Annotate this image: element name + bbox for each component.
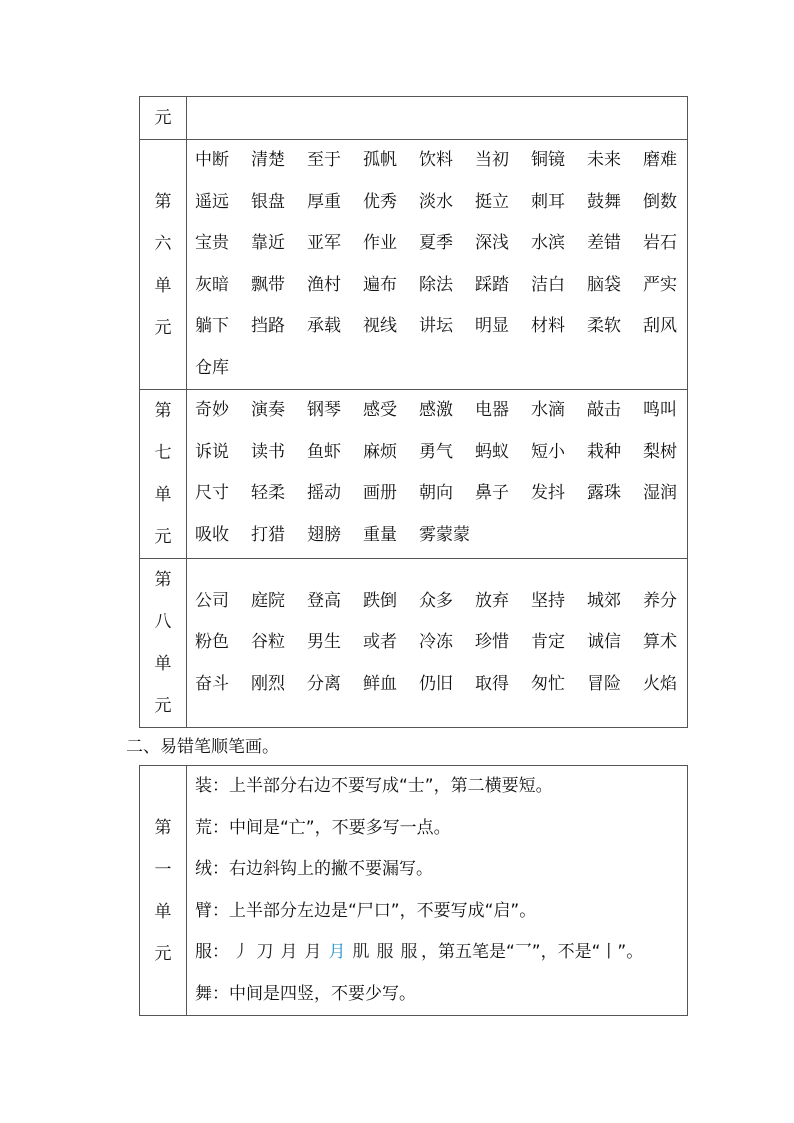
vocab-word: 淡水 xyxy=(419,191,453,212)
vocab-word: 露珠 xyxy=(587,483,621,503)
vocab-word: 分离 xyxy=(307,673,341,694)
vocab-word: 城郊 xyxy=(587,590,621,611)
vocab-word: 梨树 xyxy=(643,441,677,462)
vocab-word: 男生 xyxy=(307,632,341,653)
unit-label-char: 第 xyxy=(154,817,172,838)
vocab-word: 算术 xyxy=(643,632,677,653)
vocab-word: 读书 xyxy=(251,441,285,462)
unit-label xyxy=(140,97,186,139)
vocab-word: 材料 xyxy=(531,316,565,336)
unit-label-cell xyxy=(140,390,187,559)
vocab-word: 鸣叫 xyxy=(643,400,677,420)
vocab-word: 中断 xyxy=(195,150,229,170)
vocab-word: 刮风 xyxy=(643,316,677,336)
vocab-word: 渔村 xyxy=(307,274,341,295)
unit-label xyxy=(140,181,186,349)
vocab-word: 登高 xyxy=(307,590,341,611)
vocab-word: 打猎 xyxy=(251,524,285,545)
vocab-word: 当初 xyxy=(475,150,509,170)
unit-label xyxy=(140,390,186,558)
vocab-word: 诚信 xyxy=(587,632,621,653)
unit-label-cell xyxy=(140,766,187,1016)
vocab-word: 奋斗 xyxy=(195,673,229,694)
vocab-word: 仍旧 xyxy=(419,673,453,694)
unit-label-char: 元 xyxy=(154,943,172,964)
vocab-word: 优秀 xyxy=(363,191,397,212)
stroke-note: 装：上半部分右边不要写成“士”，第二横要短。 xyxy=(195,776,553,796)
vocab-word: 鱼虾 xyxy=(307,441,341,462)
vocab-word: 铜镜 xyxy=(531,150,565,170)
words-cell xyxy=(187,97,688,140)
vocab-word: 珍惜 xyxy=(475,632,509,653)
vocab-word: 靠近 xyxy=(251,233,285,253)
section-title: 二、易错笔顺笔画。 xyxy=(126,737,279,757)
vocab-word: 养分 xyxy=(643,590,677,611)
vocab-word: 鼓舞 xyxy=(587,191,621,212)
word-list xyxy=(187,581,687,706)
unit-label-char: 单 xyxy=(154,485,172,505)
vocab-word: 作业 xyxy=(363,233,397,253)
vocab-word: 躺下 xyxy=(195,316,229,336)
stroke-note: 绒：右边斜钩上的撇不要漏写。 xyxy=(195,859,433,879)
vocab-word: 倒数 xyxy=(643,191,677,212)
vocab-word: 火焰 xyxy=(643,673,677,694)
vocab-word: 除法 xyxy=(419,274,453,295)
vocab-word: 挺立 xyxy=(475,191,509,212)
vocab-word: 短小 xyxy=(531,441,565,462)
vocab-word: 轻柔 xyxy=(251,483,285,503)
vocab-word: 取得 xyxy=(475,673,509,694)
stroke-step: 刀 xyxy=(256,942,274,962)
vocab-word: 清楚 xyxy=(251,150,285,170)
stroke-step: 丿 xyxy=(232,942,250,962)
stroke-step: 肌 xyxy=(352,942,370,962)
vocab-word: 麻烦 xyxy=(363,441,397,462)
vocab-word: 摇动 xyxy=(307,483,341,503)
word-list xyxy=(187,390,687,556)
vocab-word: 雾蒙蒙 xyxy=(419,524,470,545)
words-cell xyxy=(187,140,688,390)
unit-label-char: 七 xyxy=(154,443,172,463)
stroke-sequence xyxy=(229,942,421,962)
unit-label xyxy=(140,559,186,727)
vocab-word: 发抖 xyxy=(531,483,565,503)
unit-label-char: 六 xyxy=(154,233,172,254)
vocab-word: 遍布 xyxy=(363,274,397,295)
unit-label-cell xyxy=(140,140,187,390)
vocab-word: 画册 xyxy=(363,483,397,503)
vocab-word: 刚烈 xyxy=(251,673,285,694)
unit-label-cell xyxy=(140,97,187,140)
vocab-word: 夏季 xyxy=(419,233,453,253)
vocab-word: 众多 xyxy=(419,590,453,611)
fu-suffix: ，第五笔是“乛”，不是“丨”。 xyxy=(421,942,644,962)
vocab-word: 重量 xyxy=(363,524,397,545)
unit-label-char: 一 xyxy=(154,859,172,880)
vocab-word: 洁白 xyxy=(531,274,565,295)
vocab-word: 冒险 xyxy=(587,673,621,694)
vocab-word: 湿润 xyxy=(643,483,677,503)
vocab-word: 仓库 xyxy=(195,357,229,378)
table-row xyxy=(140,97,688,140)
table-row xyxy=(140,140,688,390)
unit-label-char: 单 xyxy=(154,275,172,296)
vocab-table xyxy=(139,96,688,728)
vocab-word: 至于 xyxy=(307,150,341,170)
vocab-word: 饮料 xyxy=(419,150,453,170)
vocab-word: 刺耳 xyxy=(531,191,565,212)
unit-label xyxy=(140,807,186,975)
vocab-word: 视线 xyxy=(363,316,397,336)
vocab-word: 灰暗 xyxy=(195,274,229,295)
vocab-word: 孤帆 xyxy=(363,150,397,170)
vocab-word: 奇妙 xyxy=(195,400,229,420)
stroke-step: 月 xyxy=(304,942,322,962)
vocab-word: 钢琴 xyxy=(307,400,341,420)
stroke-step: 月 xyxy=(328,942,346,962)
vocab-word: 挡路 xyxy=(251,316,285,336)
vocab-word: 差错 xyxy=(587,233,621,253)
vocab-word: 银盘 xyxy=(251,191,285,212)
vocab-word: 庭院 xyxy=(251,590,285,611)
vocab-word: 诉说 xyxy=(195,441,229,462)
vocab-word: 鼻子 xyxy=(475,483,509,503)
vocab-word: 深浅 xyxy=(475,233,509,253)
vocab-word: 电器 xyxy=(475,400,509,420)
vocab-word: 跌倒 xyxy=(363,590,397,611)
unit-label-char: 第 xyxy=(154,401,172,421)
vocab-word: 感受 xyxy=(363,400,397,420)
vocab-word: 谷粒 xyxy=(251,632,285,653)
stroke-step: 服 xyxy=(376,942,394,962)
unit-label-char: 元 xyxy=(154,317,172,338)
stroke-note-fu xyxy=(187,932,687,974)
fu-prefix: 服： xyxy=(195,942,229,962)
vocab-word: 脑袋 xyxy=(587,274,621,295)
vocab-word: 放弃 xyxy=(475,590,509,611)
vocab-word: 明显 xyxy=(475,316,509,336)
vocab-word: 吸收 xyxy=(195,524,229,545)
vocab-word: 亚军 xyxy=(307,233,341,253)
vocab-word: 坚持 xyxy=(531,590,565,611)
stroke-table xyxy=(139,765,688,1016)
table-row xyxy=(140,390,688,559)
vocab-word: 岩石 xyxy=(643,233,677,253)
unit-label-char: 第 xyxy=(154,570,172,590)
vocab-word: 未来 xyxy=(587,150,621,170)
vocab-word: 冷冻 xyxy=(419,632,453,653)
unit-label-char: 元 xyxy=(154,527,172,547)
vocab-word: 遥远 xyxy=(195,191,229,212)
vocab-word: 鲜血 xyxy=(363,673,397,694)
stroke-note: 舞：中间是四竖，不要少写。 xyxy=(195,983,416,1004)
vocab-word: 栽种 xyxy=(587,441,621,462)
word-list xyxy=(187,140,687,389)
vocab-word: 演奏 xyxy=(251,400,285,420)
stroke-step: 月 xyxy=(280,942,298,962)
table-row xyxy=(140,559,688,728)
vocab-word: 匆忙 xyxy=(531,673,565,694)
stroke-step: 服 xyxy=(400,942,418,962)
vocab-word: 尺寸 xyxy=(195,483,229,503)
words-cell xyxy=(187,559,688,728)
vocab-word: 柔软 xyxy=(587,316,621,336)
unit-label-char: 八 xyxy=(154,612,172,632)
vocab-word: 肯定 xyxy=(531,632,565,653)
vocab-word: 磨难 xyxy=(643,150,677,170)
vocab-word: 翅膀 xyxy=(307,524,341,545)
vocab-word: 宝贵 xyxy=(195,233,229,253)
table-row xyxy=(140,766,688,1016)
stroke-note: 荒：中间是“亡”，不要多写一点。 xyxy=(195,817,451,838)
unit-label-char: 单 xyxy=(154,901,172,922)
unit-label-char: 元 xyxy=(154,696,172,716)
vocab-word: 水滴 xyxy=(531,400,565,420)
vocab-word: 勇气 xyxy=(419,441,453,462)
vocab-word: 严实 xyxy=(643,274,677,295)
unit-label-char: 单 xyxy=(154,654,172,674)
unit-label-char: 第 xyxy=(154,191,172,212)
vocab-word: 公司 xyxy=(195,590,229,611)
vocab-word: 感激 xyxy=(419,400,453,420)
vocab-word: 水滨 xyxy=(531,233,565,253)
vocab-word: 厚重 xyxy=(307,191,341,212)
vocab-word: 敲击 xyxy=(587,400,621,420)
vocab-word: 蚂蚁 xyxy=(475,441,509,462)
vocab-word: 粉色 xyxy=(195,632,229,653)
unit-label-cell xyxy=(140,559,187,728)
vocab-word: 承载 xyxy=(307,316,341,336)
vocab-word: 朝向 xyxy=(419,483,453,503)
vocab-word: 或者 xyxy=(363,632,397,653)
unit-label-char: 元 xyxy=(154,108,172,128)
vocab-word: 讲坛 xyxy=(419,316,453,336)
stroke-note: 臂：上半部分左边是“尸口”，不要写成“启”。 xyxy=(195,900,537,921)
vocab-word: 踩踏 xyxy=(475,274,509,295)
vocab-word: 飘带 xyxy=(251,274,285,295)
notes-cell xyxy=(187,766,688,1016)
words-cell xyxy=(187,390,688,559)
